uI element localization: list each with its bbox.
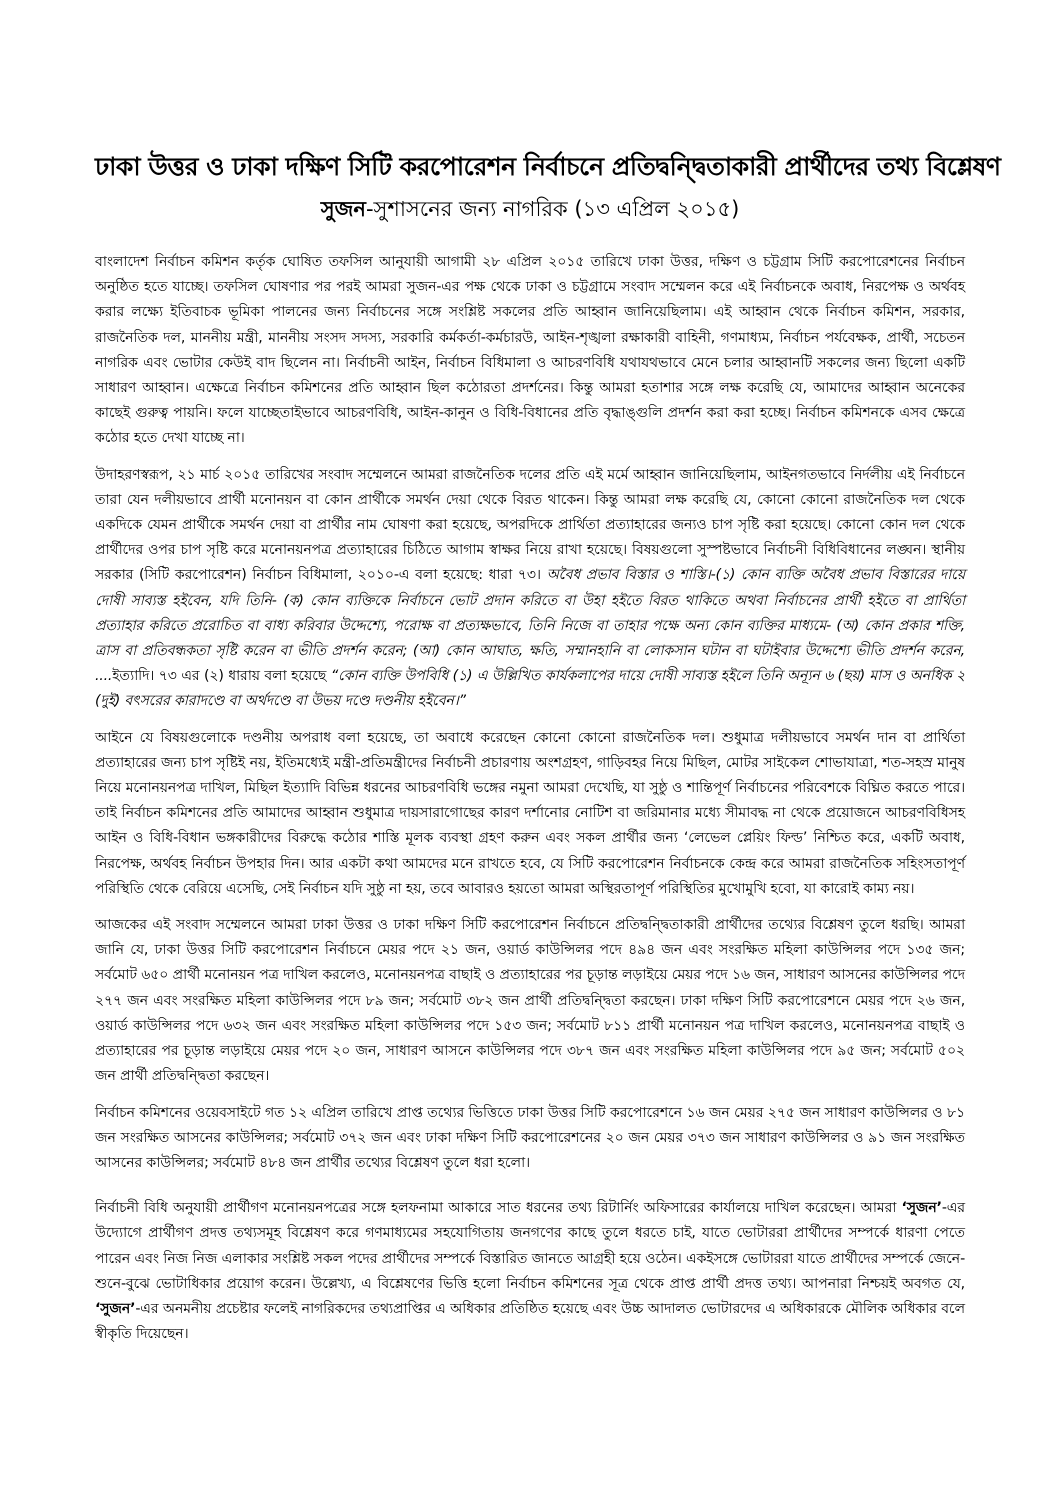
paragraph-6-text-a: নির্বাচনী বিধি অনুযায়ী প্রার্থীগণ মনোনয়নপত্রের সঙ্গে হলফনামা আকারে সাত ধরনের তথ্য রিটার্নিং অফিসারের কার্যালয়ে দাখিল করেছেন। আমরা bbox=[95, 1200, 902, 1217]
document-page bbox=[95, 148, 1001, 1347]
paragraph-2-text-continued: ইত্যাদি। ৭৩ এর (২) ধারায় বলা হয়েছে bbox=[112, 668, 331, 685]
legal-quote-section-73-2: “কোন ব্যক্তি উপবিধি (১) এ উল্লিখিত কার্যকলাপের দায়ে দোষী সাব্যস্ত হইলে তিনি অন্যূন ৬ (ছয়) মাস ও অনধিক ২ (দুই) বৎসরের কারাদণ্ডে বা অর্থদণ্ডে বা উভয় দণ্ডে দণ্ডনীয় হইবেন।” bbox=[95, 668, 965, 710]
paragraph-4: আজকের এই সংবাদ সম্মেলনে আমরা ঢাকা উত্তর ও ঢাকা দক্ষিণ সিটি করপোরেশন নির্বাচনে প্রতিদ্বন্দ্বিতাকারী প্রার্থীদের তথ্যের বিশ্লেষণ তুলে ধরছি। আমরা জানি যে, ঢাকা উত্তর সিটি করপোরেশন নির্বাচনে মেয়র পদে ২১ জন, ওয়ার্ড কাউন্সিলর পদে ৪৯৪ জন এবং সংরক্ষিত মহিলা কাউন্সিলর পদে ১৩৫ জন; সর্বমোট ৬৫০ প্রার্থী মনোনয়ন পত্র দাখিল করলেও, মনোনয়নপত্র বাছাই ও প্রত্যাহারের পর চূড়ান্ত লড়াইয়ে মেয়র পদে ১৬ জন, সাধারণ আসনের কাউন্সিলর পদে ২৭৭ জন এবং সংরক্ষিত মহিলা কাউন্সিলর পদে ৮৯ জন; সর্বমোট ৩৮২ জন প্রার্থী প্রতিদ্বন্দ্বিতা করছেন। ঢাকা দক্ষিণ সিটি করপোরেশনে মেয়র পদে ২৬ জন, ওয়ার্ড কাউন্সিলর পদে ৬৩২ জন এবং সংরক্ষিত মহিলা কাউন্সিলর পদে ১৫৩ জন; সর্বমোট ৮১১ প্রার্থী মনোনয়ন পত্র দাখিল করলেও, মনোনয়নপত্র বাছাই ও প্রত্যাহারের পর চূড়ান্ত লড়াইয়ে মেয়র পদে ২০ জন, সাধারণ আসনে কাউন্সিলর পদে ৩৮৭ জন এবং সংরক্ষিত মহিলা কাউন্সিলর পদে ৯৫ জন; সর্বমোট ৫০২ জন প্রার্থী প্রতিদ্বন্দ্বিতা করছেন। bbox=[95, 917, 965, 1085]
organization-name-inline: ‘সুজন’ bbox=[95, 1300, 136, 1317]
legal-quote-section-73-1: অবৈধ প্রভাব বিস্তার ও শাস্তি।-(১) কোন ব্যক্তি অবৈধ প্রভাব বিস্তারের দায়ে দোষী সাব্যস্ত হইবেন, যদি তিনি- (ক) কোন ব্যক্তিকে নির্বাচনে ভোট প্রদান করিতে বা উহা হইতে বিরত থাকিতে অথবা নির্বাচনের প্রার্থী হইতে বা প্রার্থিতা প্রত্যাহার করিতে প্ররোচিত বা বাধ্য করিবার উদ্দেশ্যে, পরোক্ষ বা প্রত্যক্ষভাবে, তিনি নিজে বা তাহার পক্ষে অন্য কোন ব্যক্তির মাধ্যমে- (অ) কোন প্রকার শক্তি, ত্রাস বা প্রতিবন্ধকতা সৃষ্টি করেন বা ভীতি প্রদর্শন করেন; (আ) কোন আঘাত, ক্ষতি, সম্মানহানি বা লোকসান ঘটান বা ঘটাইবার উদ্দেশ্যে ভীতি প্রদর্শন করেন, .... bbox=[95, 567, 966, 685]
paragraph-2 bbox=[95, 463, 965, 715]
organization-name: সুজন bbox=[320, 197, 366, 221]
organization-name-inline: ‘সুজন’ bbox=[901, 1200, 942, 1217]
paragraph-3: আইনে যে বিষয়গুলোকে দণ্ডনীয় অপরাধ বলা হয়েছে, তা অবাধে করেছেন কোনো কোনো রাজনৈতিক দল। শুধুমাত্র দলীয়ভাবে সমর্থন দান বা প্রার্থিতা প্রত্যাহারের জন্য চাপ সৃষ্টিই নয়, ইতিমধ্যেই মন্ত্রী-প্রতিমন্ত্রীদের নির্বাচনী প্রচারণায় অংশগ্রহণ, গাড়িবহর নিয়ে মিছিল, মোটর সাইকেল শোভাযাত্রা, শত-সহস্র মানুষ নিয়ে মনোনয়নপত্র দাখিল, মিছিল ইত্যাদি বিভিন্ন ধরনের আচরণবিধি ভঙ্গের নমুনা আমরা দেখেছি, যা সুষ্ঠু ও শান্তিপূর্ণ নির্বাচনের পরিবেশকে বিঘ্নিত করতে পারে। তাই নির্বাচন কমিশনের প্রতি আমাদের আহ্বান শুধুমাত্র দায়সারাগোছের কারণ দর্শানোর নোটিশ বা জরিমানার মধ্যে সীমাবদ্ধ না থেকে প্রয়োজনে আচরণবিধিসহ আইন ও বিধি-বিধান ভঙ্গকারীদের বিরুদ্ধে কঠোর শাস্তি মূলক ব্যবস্থা গ্রহণ করুন এবং সকল প্রার্থীর জন্য ‘লেভেল প্লেয়িং ফিল্ড’ নিশ্চিত করে, একটি অবাধ, নিরপেক্ষ, অর্থবহ নির্বাচন উপহার দিন। আর একটা কথা আমদের মনে রাখতে হবে, যে সিটি করপোরেশন নির্বাচনকে কেন্দ্র করে আমরা রাজনৈতিক সহিংসতাপূর্ণ পরিস্থিতি থেকে বেরিয়ে এসেছি, সেই নির্বাচন যদি সুষ্ঠু না হয়, তবে আবারও হয়তো আমরা অস্থিরতাপূর্ণ পরিস্থিতির মুখোমুখি হবো, যা কারোই কাম্য নয়। bbox=[95, 729, 965, 897]
paragraph-1: বাংলাদেশ নির্বাচন কমিশন কর্তৃক ঘোষিত তফসিল আনুযায়ী আগামী ২৮ এপ্রিল ২০১৫ তারিখে ঢাকা উত্তর, দক্ষিণ ও চট্টগ্রাম সিটি করপোরেশনের নির্বাচন অনুষ্ঠিত হতে যাচ্ছে। তফসিল ঘোষণার পর পরই আমরা সুজন-এর পক্ষ থেকে ঢাকা ও চট্টগ্রামে সংবাদ সম্মেলন করে এই নির্বাচনকে অবাধ, নিরপেক্ষ ও অর্থবহ করার লক্ষ্যে ইতিবাচক ভূমিকা পালনের জন্য নির্বাচনের সঙ্গে সংশ্লিষ্ট সকলের প্রতি আহ্বান জানিয়েছিলাম। এই আহ্বান থেকে নির্বাচন কমিশন, সরকার, রাজনৈতিক দল, মাননীয় মন্ত্রী, মাননীয় সংসদ সদস্য, সরকারি কর্মকর্তা-কর্মচারউ, আইন-শৃঙ্খলা রক্ষাকারী বাহিনী, গণমাধ্যম, নির্বাচন পর্যবেক্ষক, প্রার্থী, সচেতন নাগরিক এবং ভোটার কেউই বাদ ছিলেন না। নির্বাচনী আইন, নির্বাচন বিধিমালা ও আচরণবিধি যথাযথভাবে মেনে চলার আহ্বানটি সকলের জন্য ছিলো একটি সাধারণ আহ্বান। এক্ষেত্রে নির্বাচন কমিশনের প্রতি আহ্বান ছিল কঠোরতা প্রদর্শনের। কিন্তু আমরা হতাশার সঙ্গে লক্ষ করেছি যে, আমাদের আহ্বান অনেকের কাছেই গুরুত্ব পায়নি। ফলে যাচ্ছেতাইভাবে আচরণবিধি, আইন-কানুন ও বিধি-বিধানের প্রতি বৃদ্ধাঙ্গুলি প্রদর্শন করা করা হচ্ছে। নির্বাচন কমিশনকে এসব ক্ষেত্রে কঠোর হতে দেখা যাচ্ছে না। bbox=[95, 254, 965, 447]
paragraph-5: নির্বাচন কমিশনের ওয়েবসাইটে গত ১২ এপ্রিল তারিখে প্রাপ্ত তথ্যের ভিত্তিতে ঢাকা উত্তর সিটি করপোরেশনে ১৬ জন মেয়র ২৭৫ জন সাধারণ কাউন্সিলর ও ৮১ জন সংরক্ষিত আসনের কাউন্সিলর; সর্বমোট ৩৭২ জন এবং ঢাকা দক্ষিণ সিটি করপোরেশনের ২০ জন মেয়র ৩৭৩ জন সাধারণ কাউন্সিলর ও ৯১ জন সংরক্ষিত আসনের কাউন্সিলর; সর্বমোট ৪৮৪ জন প্রার্থীর তথ্যের বিশ্লেষণ তুলে ধরা হলো। bbox=[95, 1104, 965, 1171]
document-title: ঢাকা উত্তর ও ঢাকা দক্ষিণ সিটি করপোরেশন নির্বাচনে প্রতিদ্বন্দ্বিতাকারী প্রার্থীদের তথ্য বিশ্লেষণ bbox=[95, 152, 1001, 181]
paragraph-6 bbox=[95, 1196, 965, 1347]
paragraph-6-text-b: -এর উদ্যোগে প্রার্থীগণ প্রদত্ত তথ্যসমূহ বিশ্লেষণ করে গণমাধ্যমের সহযোগিতায় জনগণের কাছে তুলে ধরতে চাই, যাতে ভোটাররা প্রার্থীদের সম্পর্কে ধারণা পেতে পারেন এবং নিজ নিজ এলাকার সংশ্লিষ্ট সকল পদের প্রার্থীদের সম্পর্কে বিস্তারিত জানতে আগ্রহী হয়ে ওঠেন। একইসঙ্গে ভোটাররা যাতে প্রার্থীদের সম্পর্কে জেনে-শুনে-বুঝে ভোটাধিকার প্রয়োগ করেন। উল্লেখ্য, এ বিশ্লেষণের ভিত্তি হলো নির্বাচন কমিশনের সূত্র থেকে প্রাপ্ত প্রার্থী প্রদত্ত তথ্য। আপনারা নিশ্চয়ই অবগত যে, bbox=[95, 1200, 965, 1292]
document-subtitle bbox=[95, 192, 965, 226]
paragraph-2-text: উদাহরণস্বরূপ, ২১ মার্চ ২০১৫ তারিখের সংবাদ সম্মেলনে আমরা রাজনৈতিক দলের প্রতি এই মর্মে আহ্বান জানিয়েছিলাম, আইনগতভাবে নির্দলীয় এই নির্বাচনে তারা যেন দলীয়ভাবে প্রার্থী মনোনয়ন বা কোন প্রার্থীকে সমর্থন দেয়া থেকে বিরত থাকেন। কিন্তু আমরা লক্ষ করেছি যে, কোনো কোনো রাজনৈতিক দল থেকে একদিকে যেমন প্রার্থীকে সমর্থন দেয়া বা প্রার্থীর নাম ঘোষণা করা হয়েছে, অপরদিকে প্রার্থিতা প্রত্যাহারের জন্যও চাপ সৃষ্টি করা হয়েছে। কোনো কোন দল থেকে প্রার্থীদের ওপর চাপ সৃষ্টি করে মনোনয়নপত্র প্রত্যাহারের চিঠিতে আগাম স্বাক্ষর নিয়ে রাখা হয়েছে। বিষয়গুলো সুস্পষ্টভাবে নির্বাচনী বিধিবিধানের লঙ্ঘন। স্থানীয় সরকার (সিটি করপোরেশন) নির্বাচন বিধিমালা, ২০১০-এ বলা হয়েছে: ধারা ৭৩। bbox=[95, 466, 965, 584]
subtitle-text: -সুশাসনের জন্য নাগরিক (১৩ এপ্রিল ২০১৫) bbox=[365, 197, 740, 221]
paragraph-6-text-c: -এর অনমনীয় প্রচেষ্টার ফলেই নাগরিকদের তথ্যপ্রাপ্তির এ অধিকার প্রতিষ্ঠিত হয়েছে এবং উচ্চ আদালত ভোটারদের এ অধিকারকে মৌলিক অধিকার বলে স্বীকৃতি দিয়েছেন। bbox=[95, 1300, 965, 1343]
